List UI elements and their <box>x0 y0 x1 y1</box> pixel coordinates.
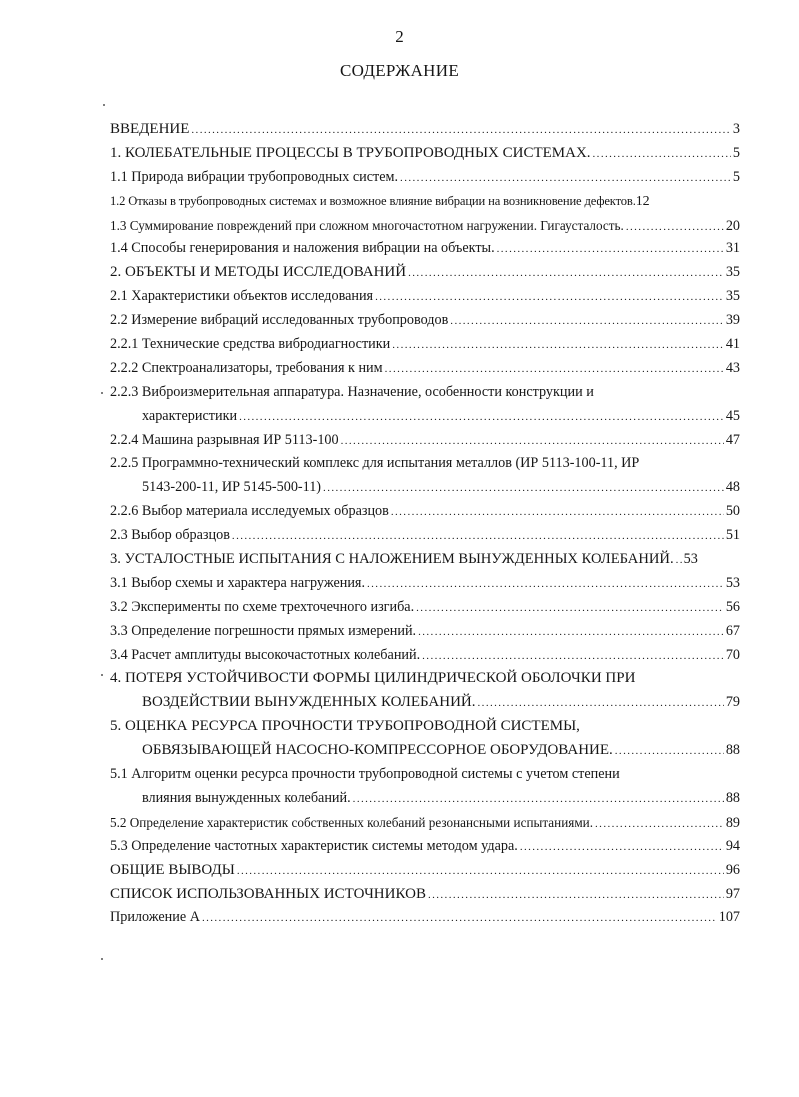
toc-entry-page: 96 <box>725 861 740 878</box>
toc-entry[interactable] <box>110 429 740 453</box>
toc-entry-title: 1.4 Способы генерирования и наложения вибрации на объекты. <box>110 240 495 257</box>
toc-leader-dots <box>385 358 724 381</box>
toc-entry-page: 51 <box>725 527 740 544</box>
toc-entry-title: Приложение А <box>110 909 200 926</box>
toc-entry-title: 3.3 Определение погрешности прямых измерений. <box>110 622 417 639</box>
toc-entry-page: 56 <box>725 598 740 615</box>
table-of-contents <box>110 118 740 930</box>
toc-leader-dots <box>497 238 724 261</box>
toc-leader-dots <box>676 549 682 572</box>
toc-entry-title: 3. УСТАЛОСТНЫЕ ИСПЫТАНИЯ С НАЛОЖЕНИЕМ ВЫНУЖДЕННЫХ КОЛЕБАНИЙ. <box>110 551 674 568</box>
toc-entry-title: 1. КОЛЕБАТЕЛЬНЫЕ ПРОЦЕССЫ В ТРУБОПРОВОДНЫХ СИСТЕМАХ. <box>110 144 591 161</box>
toc-entry-line-1[interactable] <box>110 763 740 787</box>
toc-entry-line-2[interactable] <box>110 691 740 715</box>
toc-leader-dots <box>520 836 724 859</box>
toc-entry-title: 2.2 Измерение вибраций исследованных трубопроводов <box>110 312 449 329</box>
toc-entry-title: 5.3 Определение частотных характеристик системы методом удара. <box>110 837 518 854</box>
toc-entry[interactable] <box>110 190 740 214</box>
toc-leader-dots <box>408 262 724 285</box>
toc-entry-title: 2.3 Выбор образцов <box>110 527 230 544</box>
page-title: СОДЕРЖАНИЕ <box>339 61 460 80</box>
toc-entry-line-2[interactable] <box>110 739 740 763</box>
toc-entry-title-continued: характеристики <box>142 407 238 424</box>
toc-leader-dots <box>323 477 724 500</box>
toc-entry-title: 5.1 Алгоритм оценки ресурса прочности трубопроводной системы с учетом степени <box>110 766 620 783</box>
toc-entry[interactable] <box>110 859 740 883</box>
toc-entry-title: 2.2.3 Виброизмерительная аппаратура. Назначение, особенности конструкции и <box>110 383 594 400</box>
toc-leader-dots <box>367 573 724 596</box>
scan-speck <box>101 392 103 394</box>
toc-entry-title: 2.2.5 Программно-технический комплекс для испытания металлов (ИР 5113-100-11, ИР <box>110 455 640 472</box>
toc-leader-dots <box>450 310 724 333</box>
toc-entry-title: 3.4 Расчет амплитуды высокочастотных колебаний. <box>110 646 421 663</box>
toc-entry[interactable] <box>110 500 740 524</box>
toc-entry-page: 88 <box>725 742 740 759</box>
toc-entry-title: СПИСОК ИСПОЛЬЗОВАННЫХ ИСТОЧНИКОВ <box>110 885 426 902</box>
toc-leader-dots <box>237 860 724 883</box>
toc-entry-title: ОБЩИЕ ВЫВОДЫ <box>110 861 235 878</box>
toc-entry-line-1[interactable] <box>110 452 740 476</box>
toc-entry-title: 5.2 Определение характеристик собственных колебаний резонансными испытаниями. <box>110 814 594 830</box>
toc-entry-title-continued: влияния вынужденных колебаний. <box>142 789 351 806</box>
toc-entry[interactable] <box>110 357 740 381</box>
toc-entry-page: 53 <box>725 574 740 591</box>
toc-entry-page: 5 <box>732 168 740 185</box>
toc-entry-title: 1.1 Природа вибрации трубопроводных систем. <box>110 168 399 185</box>
toc-leader-dots <box>353 788 724 811</box>
toc-entry-line-1[interactable] <box>110 715 740 739</box>
toc-entry-title-continued: ОБВЯЗЫВАЮЩЕЙ НАСОСНО-КОМПРЕССОРНОЕ ОБОРУДОВАНИЕ. <box>142 742 613 759</box>
toc-entry-title: 1.2 Отказы в трубопроводных системах и возможное влияние вибрации на возникновение дефектов. <box>110 193 636 208</box>
toc-entry-title: 2.2.6 Выбор материала исследуемых образцов <box>110 503 389 520</box>
scan-speck <box>103 104 105 106</box>
toc-entry-title: 2. ОБЪЕКТЫ И МЕТОДЫ ИССЛЕДОВАНИЙ <box>110 264 407 281</box>
toc-entry-page: 35 <box>725 264 740 281</box>
toc-entry-line-1[interactable] <box>110 667 740 691</box>
toc-entry-page: 20 <box>725 217 740 234</box>
toc-leader-dots <box>615 740 724 763</box>
toc-leader-dots <box>375 286 724 309</box>
toc-entry-title: 2.2.4 Машина разрывная ИР 5113-100 <box>110 431 339 448</box>
scan-speck <box>101 958 103 960</box>
toc-entry-title-continued: 5143-200-11, ИР 5145-500-11) <box>142 479 322 496</box>
toc-entry[interactable] <box>110 333 740 357</box>
toc-entry-page: 50 <box>725 503 740 520</box>
toc-entry[interactable] <box>110 237 740 261</box>
toc-entry-page: 53 <box>683 551 698 568</box>
toc-entry-page: 31 <box>725 240 740 257</box>
toc-leader-dots <box>232 525 724 548</box>
toc-entry-title: 3.2 Эксперименты по схеме трехточечного изгиба. <box>110 598 415 615</box>
toc-entry-page: 89 <box>725 814 740 831</box>
toc-entry-page: 79 <box>725 694 740 711</box>
toc-leader-dots <box>416 597 724 620</box>
toc-leader-dots <box>595 813 724 835</box>
toc-entry[interactable] <box>110 214 740 238</box>
toc-entry-page: 45 <box>725 407 740 424</box>
toc-entry-title: 2.1 Характеристики объектов исследования <box>110 288 374 305</box>
toc-entry[interactable] <box>110 811 740 835</box>
toc-entry-page: 12 <box>635 193 650 209</box>
toc-leader-dots <box>626 216 724 238</box>
toc-leader-dots <box>191 119 731 142</box>
toc-entry-page: 35 <box>725 288 740 305</box>
toc-entry[interactable] <box>110 524 740 548</box>
toc-leader-dots <box>392 334 724 357</box>
toc-entry-page: 43 <box>725 359 740 376</box>
toc-entry-title: 1.3 Суммирование повреждений при сложном многочастотном нагружении. Гигаусталость. <box>110 217 624 233</box>
toc-entry[interactable] <box>110 644 740 668</box>
toc-leader-dots <box>341 430 724 453</box>
page-number: 2 <box>395 27 404 46</box>
toc-entry-title: 2.2.2 Спектроанализаторы, требования к ним <box>110 359 383 376</box>
toc-entry-line-2[interactable] <box>110 476 740 500</box>
scan-speck <box>101 674 103 676</box>
toc-entry-line-1[interactable] <box>110 381 740 405</box>
toc-leader-dots <box>239 406 724 429</box>
toc-entry-title: 3.1 Выбор схемы и характера нагружения. <box>110 574 365 591</box>
toc-leader-dots <box>422 645 724 668</box>
toc-entry-page: 97 <box>725 885 740 902</box>
toc-entry-page: 67 <box>725 622 740 639</box>
toc-entry-line-2[interactable] <box>110 405 740 429</box>
toc-leader-dots <box>428 884 724 907</box>
toc-entry[interactable] <box>110 142 740 166</box>
toc-entry-page: 94 <box>725 837 740 854</box>
toc-entry[interactable] <box>110 572 740 596</box>
toc-entry-page: 47 <box>725 431 740 448</box>
toc-entry[interactable] <box>110 620 740 644</box>
toc-entry[interactable] <box>110 285 740 309</box>
toc-entry-title: 2.2.1 Технические средства вибродиагностики <box>110 336 391 353</box>
toc-entry[interactable] <box>110 261 740 285</box>
toc-entry[interactable] <box>110 596 740 620</box>
toc-leader-dots <box>593 143 731 166</box>
toc-entry-page: 70 <box>725 646 740 663</box>
toc-entry-title: 4. ПОТЕРЯ УСТОЙЧИВОСТИ ФОРМЫ ЦИЛИНДРИЧЕСКОЙ ОБОЛОЧКИ ПРИ <box>110 670 636 687</box>
toc-entry[interactable] <box>110 548 740 572</box>
toc-entry-title: 5. ОЦЕНКА РЕСУРСА ПРОЧНОСТИ ТРУБОПРОВОДНОЙ СИСТЕМЫ, <box>110 718 580 735</box>
toc-entry-page: 39 <box>725 312 740 329</box>
toc-entry[interactable] <box>110 906 740 930</box>
toc-leader-dots <box>400 167 731 190</box>
toc-leader-dots <box>478 692 724 715</box>
toc-entry[interactable] <box>110 118 740 142</box>
toc-leader-dots <box>202 907 717 930</box>
toc-entry-line-2[interactable] <box>110 787 740 811</box>
toc-entry-page: 107 <box>718 909 740 926</box>
toc-entry[interactable] <box>110 835 740 859</box>
toc-entry-title: ВВЕДЕНИЕ <box>110 121 190 137</box>
toc-entry-page: 5 <box>732 144 740 161</box>
toc-entry-page: 41 <box>725 336 740 353</box>
toc-entry-title-continued: ВОЗДЕЙСТВИИ ВЫНУЖДЕННЫХ КОЛЕБАНИЙ. <box>142 694 476 711</box>
toc-leader-dots <box>391 501 724 524</box>
toc-entry[interactable] <box>110 166 740 190</box>
toc-entry[interactable] <box>110 883 740 907</box>
toc-entry-page: 3 <box>732 121 740 137</box>
toc-leader-dots <box>418 621 724 644</box>
toc-entry[interactable] <box>110 309 740 333</box>
toc-entry-page: 48 <box>725 479 740 496</box>
toc-entry-page: 88 <box>725 789 740 806</box>
